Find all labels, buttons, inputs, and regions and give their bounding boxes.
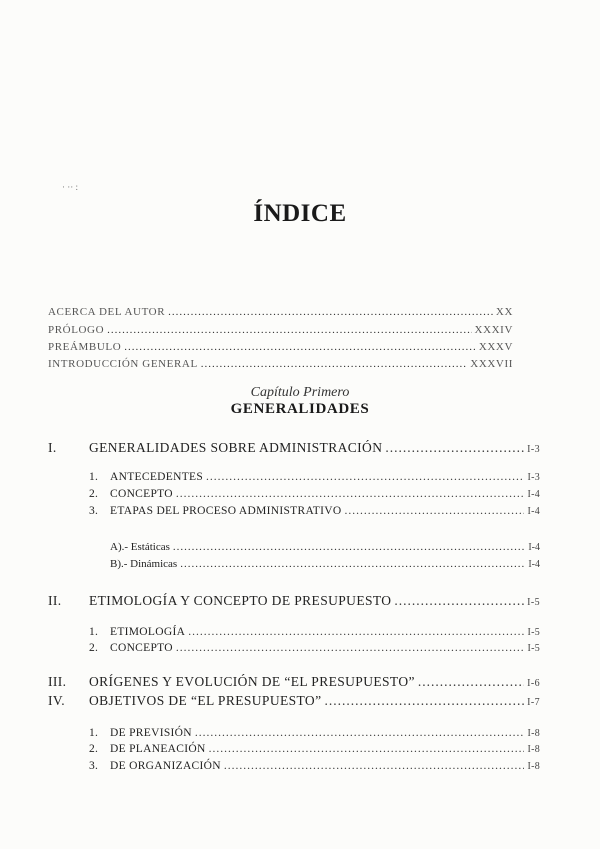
toc-subsection[interactable] (89, 727, 540, 739)
toc-entry-acerca[interactable] (48, 306, 513, 318)
leader-dots (107, 324, 471, 336)
toc-section-iv[interactable] (48, 693, 540, 709)
subsection-number: 1. (89, 727, 99, 739)
leader-dots (173, 541, 525, 553)
toc-subsection[interactable] (89, 626, 540, 638)
toc-subsection[interactable] (89, 743, 540, 755)
section-number: II. (48, 593, 62, 608)
section-page: I-5 (527, 597, 540, 608)
section-page: I-7 (527, 697, 540, 708)
subsection-page: I-8 (527, 761, 540, 772)
toc-section-i[interactable] (48, 440, 540, 456)
leader-dots (418, 674, 524, 690)
subsection-title: ETAPAS DEL PROCESO ADMINISTRATIVO (110, 505, 342, 517)
subsubsection-page: I-4 (528, 559, 540, 570)
toc-entry-label: ACERCA DEL AUTOR (48, 306, 166, 318)
section-page: I-6 (527, 678, 540, 689)
subsection-number: 2. (89, 642, 99, 654)
toc-entry-label: PREÁMBULO (48, 341, 122, 353)
toc-subsection[interactable] (89, 471, 540, 483)
leader-dots (206, 471, 524, 483)
subsubsection-title: B).- Dinámicas (110, 558, 178, 570)
page-title: ÍNDICE (253, 200, 347, 227)
section-title: OBJETIVOS DE “EL PRESUPUESTO” (89, 693, 322, 708)
subsection-page: I-4 (527, 489, 540, 500)
section-number: III. (48, 674, 67, 689)
subsection-number: 2. (89, 488, 99, 500)
subsection-number: 1. (89, 471, 99, 483)
subsection-title: CONCEPTO (110, 488, 173, 500)
toc-entry-label: INTRODUCCIÓN GENERAL (48, 358, 198, 370)
subsection-page: I-5 (527, 627, 540, 638)
chapter-title: GENERALIDADES (230, 401, 370, 417)
subsection-title: CONCEPTO (110, 642, 173, 654)
section-title: ETIMOLOGÍA Y CONCEPTO DE PRESUPUESTO (89, 593, 392, 608)
leader-dots (176, 488, 525, 500)
leader-dots (124, 341, 476, 353)
toc-section-iii[interactable] (48, 674, 540, 690)
leader-dots (201, 358, 468, 370)
subsubsection-page: I-4 (528, 542, 540, 553)
toc-entry-introduccion[interactable] (48, 358, 513, 370)
chapter-label: Capítulo Primero (250, 385, 350, 400)
subsubsection-title: A).- Estáticas (110, 541, 170, 553)
subsection-number: 2. (89, 743, 99, 755)
toc-entry-page: XXXVII (470, 358, 513, 370)
toc-section-ii[interactable] (48, 593, 540, 609)
toc-subsubsection[interactable] (110, 558, 540, 570)
leader-dots (180, 558, 525, 570)
leader-dots (168, 306, 493, 318)
subsection-title: ANTECEDENTES (110, 471, 204, 483)
section-number: I. (48, 440, 57, 455)
subsection-number: 3. (89, 505, 99, 517)
subsection-page: I-5 (527, 643, 540, 654)
toc-entry-preambulo[interactable] (48, 341, 513, 353)
subsection-title: DE ORGANIZACIÓN (110, 760, 221, 772)
section-title: ORÍGENES Y EVOLUCIÓN DE “EL PRESUPUESTO” (89, 674, 415, 689)
subsection-page: I-8 (527, 728, 540, 739)
toc-entry-label: PRÓLOGO (48, 324, 105, 336)
toc-subsection[interactable] (89, 505, 540, 517)
leader-dots (224, 760, 525, 772)
subsection-title: DE PREVISIÓN (110, 727, 192, 739)
toc-subsection[interactable] (89, 760, 540, 772)
section-title: GENERALIDADES SOBRE ADMINISTRACIÓN (89, 440, 383, 455)
subsection-number: 3. (89, 760, 99, 772)
subsection-page: I-8 (527, 744, 540, 755)
leader-dots (385, 440, 524, 456)
toc-entry-prologo[interactable] (48, 324, 513, 336)
leader-dots (324, 693, 524, 709)
subsection-number: 1. (89, 626, 99, 638)
toc-entry-page: XX (495, 306, 513, 318)
leader-dots (195, 727, 525, 739)
leader-dots (188, 626, 524, 638)
leader-dots (209, 743, 525, 755)
section-number: IV. (48, 693, 66, 708)
toc-entry-page: XXXV (478, 341, 513, 353)
section-page: I-3 (527, 444, 540, 455)
subsection-page: I-3 (527, 472, 540, 483)
toc-subsubsection[interactable] (110, 541, 540, 553)
subsection-page: I-4 (527, 506, 540, 517)
subsection-title: ETIMOLOGÍA (110, 626, 186, 638)
subsection-title: DE PLANEACIÓN (110, 743, 206, 755)
leader-dots (394, 593, 524, 609)
leader-dots (176, 642, 525, 654)
leader-dots (344, 505, 524, 517)
toc-subsection[interactable] (89, 488, 540, 500)
toc-entry-page: XXXIV (474, 324, 513, 336)
toc-subsection[interactable] (89, 642, 540, 654)
